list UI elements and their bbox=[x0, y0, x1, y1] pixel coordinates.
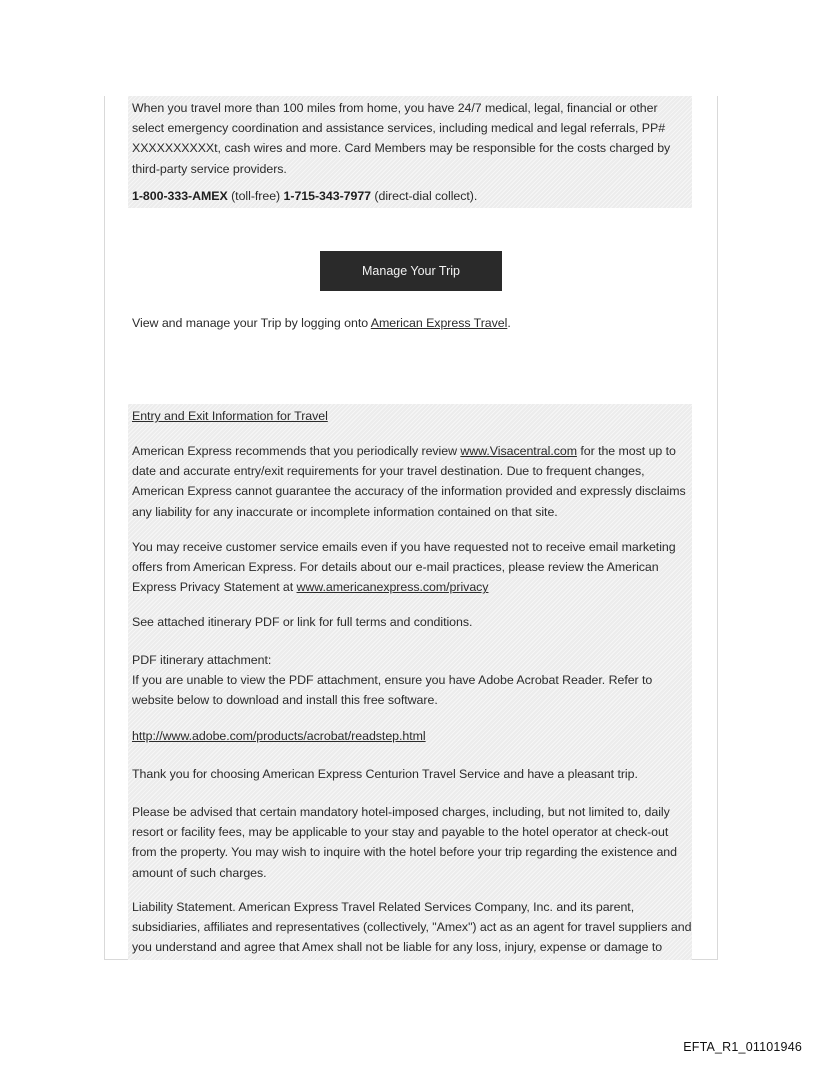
phone-numbers bbox=[132, 186, 692, 206]
email-practices-paragraph: You may receive customer service emails even if you have requested not to receive email marketing offers from American Express. For details about our e-mail practices, please review the American Express Privacy Statement at www.americanexpress.com/privacy bbox=[132, 540, 676, 595]
entry-exit-heading: Entry and Exit Information for Travel bbox=[132, 409, 328, 423]
privacy-link[interactable]: www.americanexpress.com/privacy bbox=[296, 580, 489, 595]
direct-phone: 1-715-343-7977 bbox=[283, 189, 372, 203]
pdf-attachment-paragraph: PDF itinerary attachment: If you are unable to view the PDF attachment, ensure you have Adobe Acrobat Reader. Refer to website below to download and install this free software. bbox=[132, 653, 653, 708]
document-id: EFTA_R1_01101946 bbox=[683, 1040, 802, 1054]
manage-trip-text: View and manage your Trip by logging onto American Express Travel. bbox=[132, 316, 511, 330]
liability-paragraph: Liability Statement. American Express Travel Related Services Company, Inc. and its parent, subsidiaries, affiliates and representatives (collectively, "Amex") act as an agent for travel suppliers and you understand and agree that Amex shall not be liable for any loss, injury, expense or damage to bbox=[132, 900, 692, 955]
adobe-reader-link[interactable]: http://www.adobe.com/products/acrobat/readstep.html bbox=[132, 729, 426, 743]
assistance-paragraph: When you travel more than 100 miles from home, you have 24/7 medical, legal, financial or other select emergency coordination and assistance services, including medical and legal referrals, PP# XXXXXXXXXXt, cash wires and more. Card Members may be responsible for the costs charged by third-party service providers. bbox=[132, 101, 671, 176]
direct-label: (direct-dial collect). bbox=[371, 189, 478, 203]
thank-you-paragraph: Thank you for choosing American Express Centurion Travel Service and have a pleasant trip. bbox=[132, 767, 638, 781]
hotel-charges-paragraph: Please be advised that certain mandatory hotel-imposed charges, including, but not limited to, daily resort or facility fees, may be applicable to your stay and payable to the hotel operator at check-out from the property. You may wish to inquire with the hotel before your trip regarding the existence and amount of such charges. bbox=[132, 805, 677, 880]
adobe-link-paragraph bbox=[132, 726, 692, 746]
terms-paragraph: See attached itinerary PDF or link for full terms and conditions. bbox=[132, 615, 473, 629]
visacentral-link[interactable]: www.Visacentral.com bbox=[460, 444, 577, 458]
tollfree-label: (toll-free) bbox=[227, 189, 284, 203]
visacentral-paragraph: American Express recommends that you periodically review www.Visacentral.com for the most up to date and accurate entry/exit requirements for your travel destination. Due to frequent changes, American Express cannot guarantee the accuracy of the information provided and expressly disclaims any liability for any inaccurate or incomplete information contained on that site. bbox=[132, 444, 686, 519]
manage-trip-button[interactable]: Manage Your Trip bbox=[320, 251, 502, 291]
tollfree-phone: 1-800-333-AMEX bbox=[132, 189, 228, 203]
american-express-travel-link[interactable]: American Express Travel bbox=[370, 316, 508, 330]
